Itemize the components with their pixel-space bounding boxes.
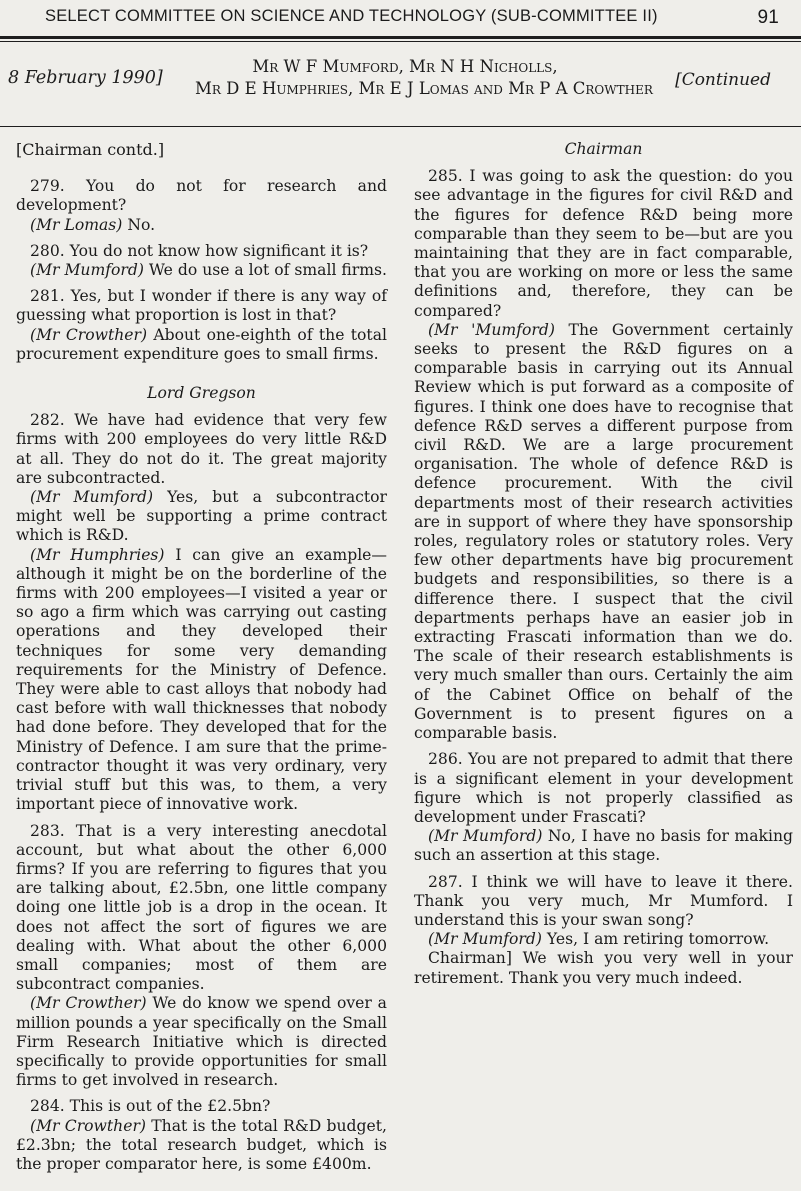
- answer-text: The Government certainly seeks to present the R&D figures on a comparable basis in carrying out its Annual Review which is put forward as a composite of figures. I think one does have to recognise that defence R&D serves a different purpose from civil R&D. We are a large procurement organisation. The whole of defence R&D is defence procurement. With the civil departments most of their research activities are in support of where they have sponsorship roles, regulatory roles or statutory roles. Very few other departments have big procurement budgets and responsibilities, so there is a difference there. I suspect that the civil departments perhaps have an easier job in extracting Frascati information than we do. The scale of their research establishments is very much smaller than ours. Certainly the aim of the Cabinet Office on behalf of the Government is to present figures on a comparable basis.: [414, 320, 793, 743]
- speaker-heading-lord-gregson: Lord Gregson: [147, 384, 256, 403]
- question-282: 282. We have had evidence that very few firms with 200 employees do very little R&D at all. They do not do it. The great majority are subcontracted.: [16, 411, 387, 487]
- question-280: 280. You do not know how significant it is?: [30, 241, 369, 260]
- witness-names: [195, 56, 653, 100]
- question-284: 284. This is out of the £2.5bn?: [30, 1097, 271, 1116]
- question-286: 286. You are not prepared to admit that there is a significant element in your development figure which is not properly classified as development under Frascati?: [414, 750, 793, 826]
- answer-text: Yes, I am retiring tomorrow.: [546, 930, 770, 949]
- speaker-heading-chairman: Chairman: [564, 140, 643, 158]
- answer-text: We do use a lot of small firms.: [148, 261, 388, 280]
- top-rule-thin: [0, 41, 801, 42]
- speaker: (Mr Mumford): [30, 488, 154, 507]
- answer-text: No, I have no basis for making such an assertion at this stage.: [414, 827, 793, 865]
- running-head-title: SELECT COMMITTEE ON SCIENCE AND TECHNOLOGY (SUB-COMMITTEE II): [45, 7, 658, 25]
- session-date: 8 February 1990]: [8, 68, 163, 88]
- answer-text: No.: [127, 215, 156, 234]
- witness-names-line-2: Mr D E Humphries, Mr E J Lomas and Mr P A Crowther: [195, 79, 653, 98]
- left-column: [16, 140, 387, 1181]
- speaker: (Mr 'Mumford): [428, 320, 555, 339]
- answer-281: [16, 326, 387, 364]
- witness-names-line-1: Mr W F Mumford, Mr N H Nicholls,: [252, 57, 558, 76]
- answer-282-humphries: [16, 546, 387, 815]
- speaker: (Mr Mumford): [428, 930, 542, 949]
- chairman-closing-remark: Chairman] We wish you very well in your retirement. Thank you very much indeed.: [414, 949, 793, 987]
- answer-286: [414, 827, 793, 865]
- page-number: 91: [757, 7, 779, 28]
- right-column: [414, 140, 793, 995]
- answer-282-mumford: [16, 488, 387, 546]
- answer-284: [16, 1117, 387, 1175]
- speaker: (Mr Mumford): [30, 261, 144, 280]
- speaker: (Mr Crowther): [30, 325, 148, 344]
- question-287: 287. I think we will have to leave it there. Thank you very much, Mr Mumford. I understand this is your swan song?: [414, 872, 793, 929]
- speaker: (Mr Humphries): [30, 545, 165, 564]
- answer-text: That is the total R&D budget, £2.3bn; the total research budget, which is the proper comparator here, is some £400m.: [16, 1116, 387, 1173]
- speaker: (Mr Crowther): [30, 1116, 146, 1135]
- continued-marker: [Continued: [675, 70, 771, 90]
- answer-283: [16, 994, 387, 1090]
- speaker: (Mr Lomas): [30, 215, 123, 234]
- question-281: 281. Yes, but I wonder if there is any way of guessing what proportion is lost in that?: [16, 287, 387, 325]
- answer-text: I can give an example—although it might be on the borderline of the firms with 200 employees—I visited a year or so ago a firm which was carrying out casting operations and they developed their techniques for some very demanding requirements for the Ministry of Defence. They were able to cast alloys that nobody had cast before with wall thicknesses that nobody had done before. They developed that for the Ministry of Defence. I am sure that the prime-contractor thought it was very ordinary, very trivial stuff but this was, to them, a very important piece of innovative work.: [16, 545, 387, 814]
- context-label: [Chairman contd.]: [16, 140, 165, 159]
- answer-285: [414, 321, 793, 743]
- answer-287: [414, 930, 793, 949]
- answer-text: About one-eighth of the total procurement expenditure goes to small firms.: [16, 325, 387, 363]
- question-279: 279. You do not for research and development?: [16, 177, 387, 215]
- speaker: (Mr Crowther): [30, 994, 147, 1013]
- witness-masthead: [0, 54, 801, 124]
- masthead-rule: [0, 126, 801, 127]
- question-283: 283. That is a very interesting anecdotal account, but what about the other 6,000 firms? If you are referring to figures that you are talking about, £2.5bn, one little company doing one little job is a drop in the ocean. It does not affect the sort of figures we are dealing with. What about the other 6,000 small companies; most of them are subcontract companies.: [16, 821, 387, 994]
- top-rule-thick: [0, 36, 801, 39]
- answer-279: [16, 216, 387, 235]
- question-285: 285. I was going to ask the question: do you see advantage in the figures for civil R&D and the figures for defence R&D being more comparable than they seem to be—but are you maintaining that they are in fact comparable, that you are working on more or less the same definitions and, therefore, they can be compared?: [414, 167, 793, 320]
- answer-text: We do know we spend over a million pounds a year specifically on the Small Firm Research Initiative which is directed specifically to provide opportunities for small firms to get involved in research.: [16, 994, 387, 1090]
- answer-text: Yes, but a subcontractor might well be supporting a prime contract which is R&D.: [16, 488, 387, 545]
- speaker: (Mr Mumford): [428, 827, 543, 846]
- answer-280: [16, 261, 387, 280]
